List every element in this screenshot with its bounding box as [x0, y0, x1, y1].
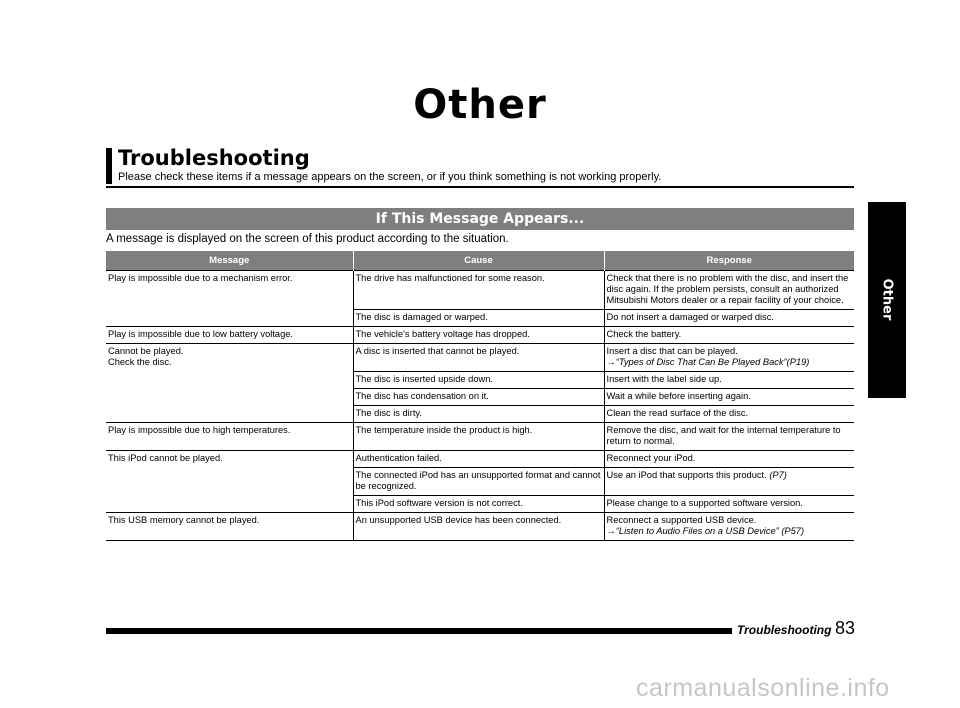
table-row — [106, 423, 854, 451]
section-title: Troubleshooting — [118, 146, 310, 170]
table-row — [106, 327, 854, 344]
table-row — [106, 344, 854, 372]
cause-cell: The disc is dirty. — [353, 406, 604, 423]
table-row — [106, 451, 854, 468]
response-cell: Do not insert a damaged or warped disc. — [604, 310, 854, 327]
section-subtitle: Please check these items if a message appears on the screen, or if you think something is not working properly. — [118, 171, 662, 183]
response-text: Use an iPod that supports this product. — [606, 470, 767, 480]
response-cell — [604, 344, 854, 372]
message-cell: This iPod cannot be played. — [106, 451, 353, 513]
section-header — [106, 144, 854, 188]
side-chapter-tab-text: Other — [879, 278, 895, 321]
message-cell: Play is impossible due to a mechanism error. — [106, 271, 353, 327]
response-cell: Wait a while before inserting again. — [604, 389, 854, 406]
column-header-cause: Cause — [353, 251, 604, 271]
table-row — [106, 513, 854, 541]
message-cell: Play is impossible due to high temperatures. — [106, 423, 353, 451]
cause-cell: The temperature inside the product is high. — [353, 423, 604, 451]
subsection-description: A message is displayed on the screen of this product according to the situation. — [106, 233, 509, 245]
cause-cell: An unsupported USB device has been connected. — [353, 513, 604, 541]
response-text: Reconnect a supported USB device. — [606, 515, 757, 525]
page-number: 83 — [835, 618, 856, 638]
page-reference-link[interactable]: (P7) — [769, 470, 787, 480]
page-title: Other — [413, 82, 547, 128]
cause-cell: The disc is damaged or warped. — [353, 310, 604, 327]
cause-cell: The vehicle's battery voltage has dropped. — [353, 327, 604, 344]
response-cell — [604, 468, 854, 496]
response-cell: Insert with the label side up. — [604, 372, 854, 389]
page-reference-link[interactable]: →“Listen to Audio Files on a USB Device” (P57) — [606, 526, 805, 536]
message-cell: Play is impossible due to low battery voltage. — [106, 327, 353, 344]
response-cell — [604, 513, 854, 541]
footer-rule — [106, 628, 732, 634]
subsection-banner: If This Message Appears... — [106, 208, 854, 230]
message-cell — [106, 344, 353, 423]
section-accent-bar — [106, 148, 112, 184]
footer-section-label: Troubleshooting — [737, 623, 832, 637]
watermark-text: carmanualsonline.info — [636, 674, 890, 702]
cause-cell: A disc is inserted that cannot be played. — [353, 344, 604, 372]
message-cell: This USB memory cannot be played. — [106, 513, 353, 541]
response-cell: Check the battery. — [604, 327, 854, 344]
cause-cell: The drive has malfunctioned for some reason. — [353, 271, 604, 310]
response-cell: Check that there is no problem with the disc, and insert the disc again. If the problem persists, consult an authorized Mitsubishi Motors dealer or a repair facility of your choice. — [604, 271, 854, 310]
message-line: Cannot be played. — [108, 346, 184, 356]
response-cell: Reconnect your iPod. — [604, 451, 854, 468]
cause-cell: Authentication failed. — [353, 451, 604, 468]
message-line: Check the disc. — [108, 357, 172, 367]
response-cell: Clean the read surface of the disc. — [604, 406, 854, 423]
cause-cell: The connected iPod has an unsupported format and cannot be recognized. — [353, 468, 604, 496]
response-text: Insert a disc that can be played. — [606, 346, 738, 356]
cause-cell: The disc has condensation on it. — [353, 389, 604, 406]
cause-cell: The disc is inserted upside down. — [353, 372, 604, 389]
cause-cell: This iPod software version is not correct. — [353, 496, 604, 513]
response-cell: Please change to a supported software version. — [604, 496, 854, 513]
response-cell: Remove the disc, and wait for the internal temperature to return to normal. — [604, 423, 854, 451]
page-reference-link[interactable]: →“Types of Disc That Can Be Played Back”(P19) — [606, 357, 810, 367]
column-header-message: Message — [106, 251, 353, 271]
table-header-row — [106, 251, 854, 271]
column-header-response: Response — [604, 251, 854, 271]
table-row — [106, 271, 854, 310]
troubleshooting-table — [106, 251, 854, 541]
side-chapter-tab-label — [874, 270, 900, 330]
